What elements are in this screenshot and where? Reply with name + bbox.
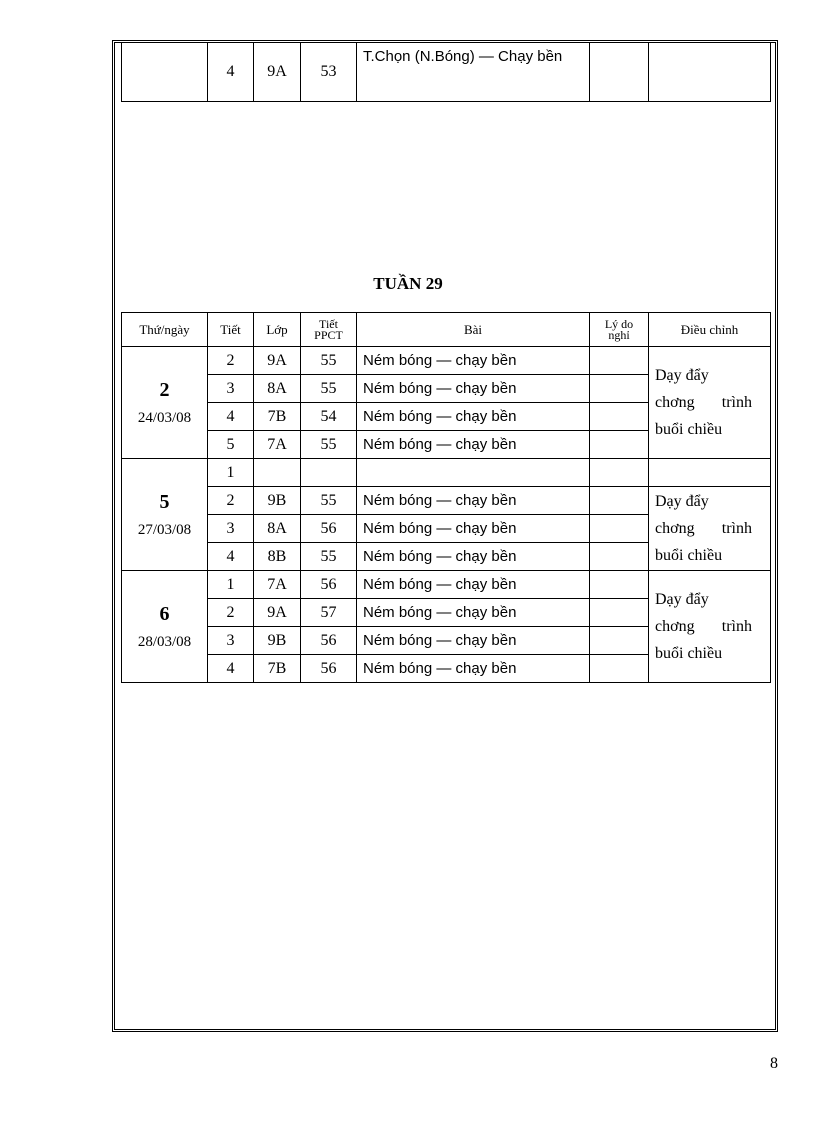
adjust-word: trình: [721, 394, 752, 411]
table-row: [122, 459, 771, 487]
tiet-cell: 3: [208, 375, 254, 403]
ly-do-cell: [590, 627, 649, 655]
day-number: 6: [159, 602, 170, 625]
tiet-cell: 2: [208, 487, 254, 515]
bai-cell: Ném bóng — chạy bền: [357, 375, 590, 403]
ly-do-cell: [590, 487, 649, 515]
header-ly-do: [590, 313, 649, 347]
lop-cell: 9B: [254, 487, 301, 515]
lop-cell: 8A: [254, 375, 301, 403]
header-thu-ngay: Thứ/ngày: [122, 313, 208, 347]
table-row: [122, 43, 771, 102]
lop-cell: 7A: [254, 571, 301, 599]
day-cell: [122, 459, 208, 571]
ppct-cell: 56: [301, 627, 357, 655]
adjust-word: chơng: [655, 618, 695, 635]
table-row: [122, 487, 771, 515]
tiet-cell: 1: [208, 459, 254, 487]
bai-cell: [357, 459, 590, 487]
ly-do-cell: [590, 431, 649, 459]
adjust-line: buổi chiều: [655, 547, 723, 564]
lop-cell: 8A: [254, 515, 301, 543]
header-tiet: Tiết: [208, 313, 254, 347]
table-row: [122, 571, 771, 599]
ly-do-cell: [590, 347, 649, 375]
lop-cell: 7B: [254, 655, 301, 683]
day-cell: [122, 347, 208, 459]
ly-do-cell: [590, 571, 649, 599]
ppct-cell: 55: [301, 487, 357, 515]
tiet-cell: 2: [208, 599, 254, 627]
bai-cell: Ném bóng — chạy bền: [357, 655, 590, 683]
lop-cell: 7A: [254, 431, 301, 459]
day-number: 5: [159, 490, 170, 513]
tiet-cell: 4: [208, 543, 254, 571]
schedule-table: [121, 312, 771, 683]
dieu-chinh-cell: [649, 487, 771, 571]
header-ly-do-line1: Lý do: [604, 316, 634, 331]
bai-cell: Ném bóng — chạy bền: [357, 515, 590, 543]
tiet-cell: 4: [208, 43, 254, 102]
day-cell: [122, 43, 208, 102]
adjust-word: chơng: [655, 394, 695, 411]
bai-cell: Ném bóng — chạy bền: [357, 571, 590, 599]
bai-cell: T.Chọn (N.Bóng) — Chạy bền: [357, 43, 590, 102]
header-ly-do-line2: nghỉ: [608, 327, 630, 342]
dieu-chinh-cell: [649, 571, 771, 683]
previous-week-table: [121, 42, 771, 102]
bai-cell: Ném bóng — chạy bền: [357, 431, 590, 459]
ly-do-cell: [590, 459, 649, 487]
header-ppct-line2: PPCT: [314, 327, 343, 342]
week-title: TUẦN 29: [373, 274, 443, 293]
bai-cell: Ném bóng — chạy bền: [357, 599, 590, 627]
day-date: 28/03/08: [137, 633, 192, 650]
dieu-chinh-cell: [649, 43, 771, 102]
adjust-line: Dạy đẩy: [655, 367, 709, 384]
lop-cell: 7B: [254, 403, 301, 431]
ly-do-cell: [590, 403, 649, 431]
tiet-cell: 4: [208, 655, 254, 683]
ppct-cell: 56: [301, 571, 357, 599]
dieu-chinh-cell: [649, 459, 771, 487]
bai-cell: Ném bóng — chạy bền: [357, 347, 590, 375]
ppct-cell: [301, 459, 357, 487]
page-number: 8: [770, 1055, 778, 1072]
adjust-line: [655, 389, 770, 416]
tiet-cell: 3: [208, 627, 254, 655]
header-bai: Bài: [357, 313, 590, 347]
adjust-line: [655, 515, 770, 542]
bai-cell: Ném bóng — chạy bền: [357, 403, 590, 431]
ppct-cell: 57: [301, 599, 357, 627]
day-cell: [122, 571, 208, 683]
ly-do-cell: [590, 543, 649, 571]
header-lop: Lớp: [254, 313, 301, 347]
day-number: 2: [159, 378, 170, 401]
ppct-cell: 53: [301, 43, 357, 102]
bai-cell: Ném bóng — chạy bền: [357, 487, 590, 515]
ppct-cell: 56: [301, 515, 357, 543]
tiet-cell: 3: [208, 515, 254, 543]
ly-do-cell: [590, 515, 649, 543]
bai-cell: Ném bóng — chạy bền: [357, 543, 590, 571]
header-row: [122, 313, 771, 347]
adjust-word: trình: [721, 618, 752, 635]
ppct-cell: 56: [301, 655, 357, 683]
adjust-line: buổi chiều: [655, 645, 723, 662]
ppct-cell: 55: [301, 347, 357, 375]
ly-do-cell: [590, 599, 649, 627]
adjust-word: trình: [721, 520, 752, 537]
lop-cell: 9A: [254, 599, 301, 627]
tiet-cell: 4: [208, 403, 254, 431]
table-row: [122, 347, 771, 375]
ly-do-cell: [590, 655, 649, 683]
ly-do-cell: [590, 375, 649, 403]
day-date: 24/03/08: [137, 409, 192, 426]
tiet-cell: 5: [208, 431, 254, 459]
lop-cell: 8B: [254, 543, 301, 571]
dieu-chinh-cell: [649, 347, 771, 459]
tiet-cell: 1: [208, 571, 254, 599]
ly-do-cell: [590, 43, 649, 102]
adjust-word: chơng: [655, 520, 695, 537]
ppct-cell: 55: [301, 375, 357, 403]
tiet-cell: 2: [208, 347, 254, 375]
lop-cell: 9B: [254, 627, 301, 655]
adjust-line: Dạy đẩy: [655, 591, 709, 608]
lop-cell: 9A: [254, 347, 301, 375]
adjust-line: Dạy đẩy: [655, 493, 709, 510]
lop-cell: [254, 459, 301, 487]
ppct-cell: 54: [301, 403, 357, 431]
lop-cell: 9A: [254, 43, 301, 102]
header-dieu-chinh: Điều chỉnh: [649, 313, 771, 347]
ppct-cell: 55: [301, 431, 357, 459]
header-ppct: [301, 313, 357, 347]
bai-cell: Ném bóng — chạy bền: [357, 627, 590, 655]
day-date: 27/03/08: [137, 521, 192, 538]
header-ppct-line1: Tiết: [319, 316, 338, 331]
ppct-cell: 55: [301, 543, 357, 571]
adjust-line: [655, 613, 770, 640]
adjust-line: buổi chiều: [655, 421, 723, 438]
